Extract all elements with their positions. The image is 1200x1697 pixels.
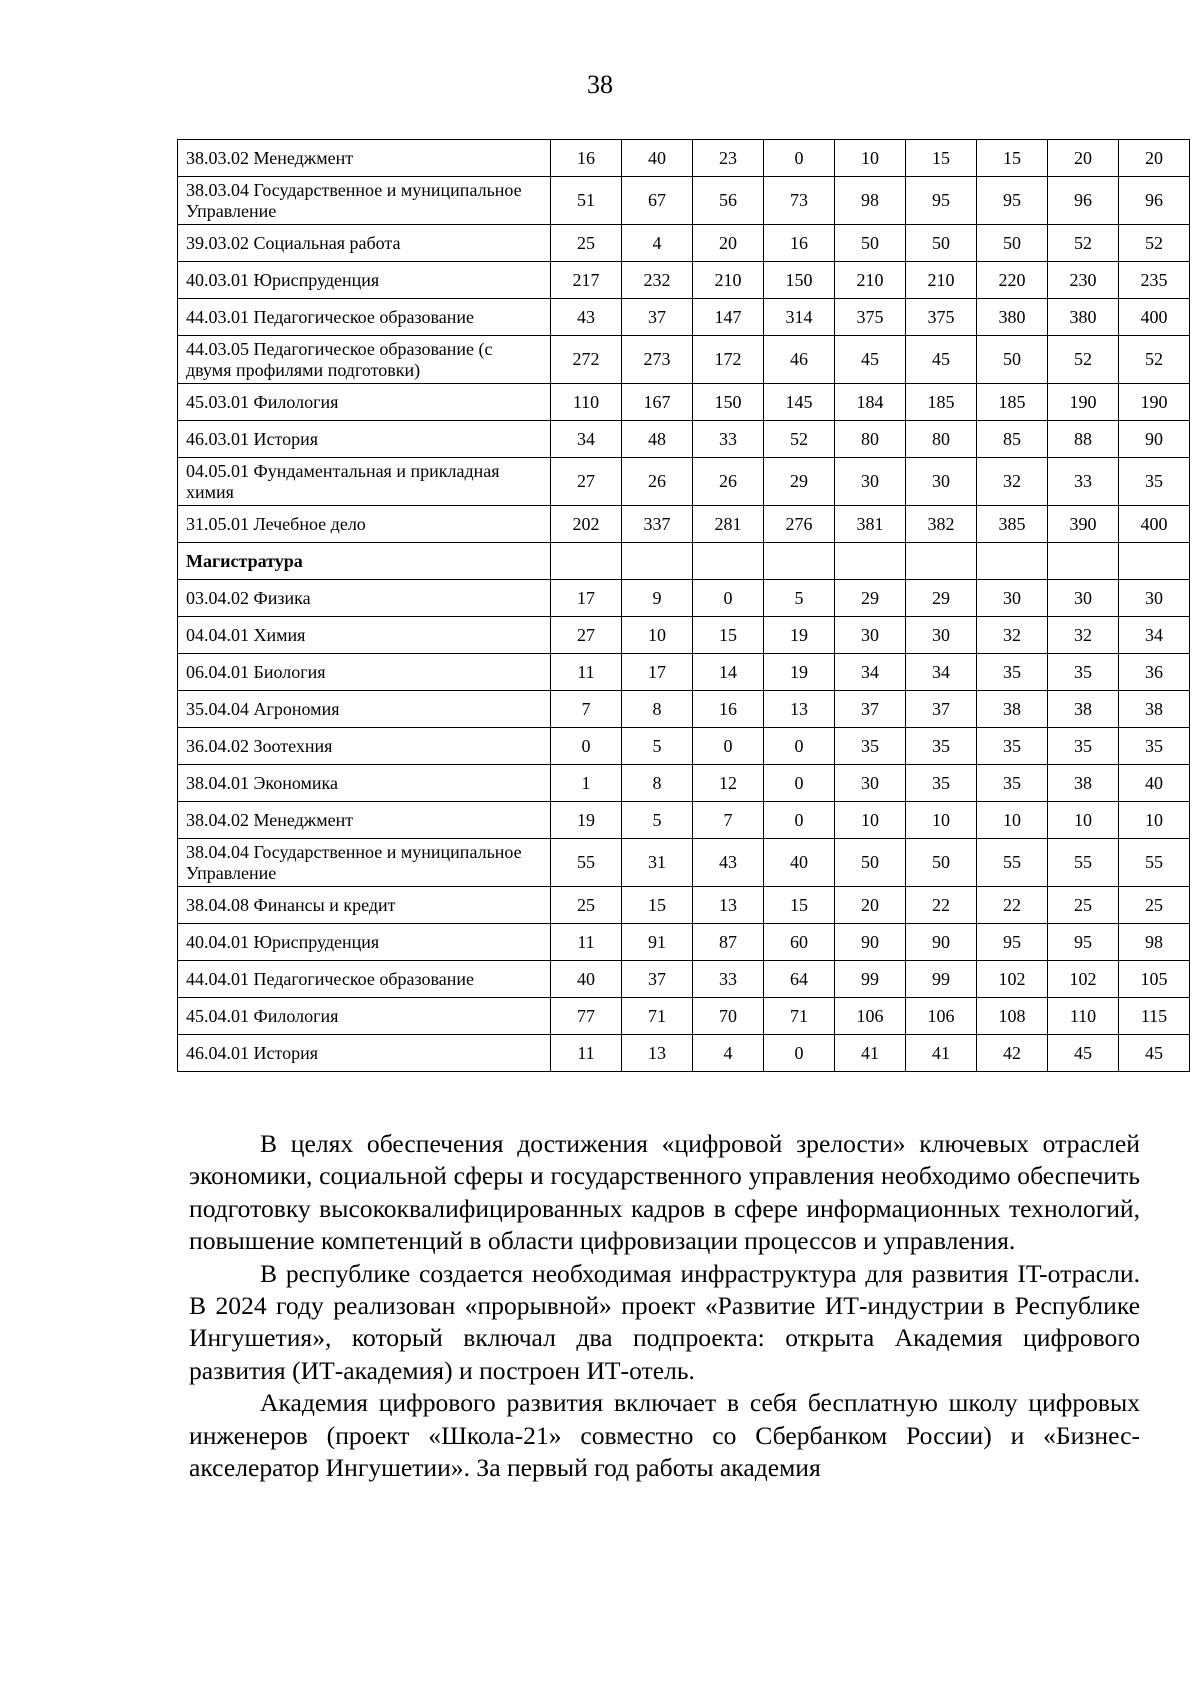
value-cell: 20 [1048,140,1119,177]
value-cell: 88 [1048,421,1119,458]
value-cell: 17 [622,654,693,691]
value-cell: 32 [1048,617,1119,654]
value-cell: 40 [764,839,835,887]
value-cell: 98 [835,177,906,225]
program-name: 31.05.01 Лечебное дело [178,506,551,543]
value-cell: 11 [551,654,622,691]
value-cell: 80 [835,421,906,458]
value-cell: 0 [693,728,764,765]
value-cell: 11 [551,1035,622,1072]
value-cell: 7 [551,691,622,728]
value-cell: 210 [835,262,906,299]
value-cell: 25 [1119,887,1190,924]
value-cell: 106 [835,998,906,1035]
value-cell: 40 [622,140,693,177]
value-cell: 30 [977,580,1048,617]
value-cell [622,543,693,580]
value-cell: 38 [1048,691,1119,728]
value-cell: 50 [835,839,906,887]
value-cell: 48 [622,421,693,458]
value-cell: 33 [693,961,764,998]
table-row [178,765,1190,802]
value-cell: 102 [1048,961,1119,998]
value-cell: 55 [1119,839,1190,887]
value-cell: 380 [977,299,1048,336]
value-cell: 0 [764,1035,835,1072]
program-name: 38.04.04 Государственное и муниципальное Управление [178,839,551,887]
value-cell: 172 [693,336,764,384]
program-name: 39.03.02 Социальная работа [178,225,551,262]
program-name: 40.04.01 Юриспруденция [178,924,551,961]
value-cell: 115 [1119,998,1190,1035]
value-cell: 380 [1048,299,1119,336]
value-cell: 276 [764,506,835,543]
value-cell: 235 [1119,262,1190,299]
value-cell: 67 [622,177,693,225]
program-name: 46.03.01 История [178,421,551,458]
table-row [178,458,1190,506]
value-cell: 71 [622,998,693,1035]
table-row [178,262,1190,299]
value-cell: 30 [906,458,977,506]
value-cell: 314 [764,299,835,336]
value-cell: 15 [977,140,1048,177]
value-cell: 145 [764,384,835,421]
value-cell: 99 [906,961,977,998]
value-cell: 19 [764,654,835,691]
table-row [178,961,1190,998]
table-row [178,1035,1190,1072]
value-cell: 10 [835,802,906,839]
value-cell: 390 [1048,506,1119,543]
value-cell: 15 [764,887,835,924]
value-cell: 34 [551,421,622,458]
value-cell: 0 [693,580,764,617]
value-cell: 37 [906,691,977,728]
value-cell: 45 [1048,1035,1119,1072]
value-cell: 8 [622,765,693,802]
value-cell [1048,543,1119,580]
table-row [178,728,1190,765]
paragraph: Академия цифрового развития включает в себя бесплатную школу цифровых инженеров (проект «Школа-21» совместно со Сбербанком России) и «Бизнес-акселератор Ингушетии». За первый год работы академия [189,1388,1140,1483]
table-row [178,177,1190,225]
value-cell: 10 [906,802,977,839]
value-cell: 10 [835,140,906,177]
value-cell: 26 [622,458,693,506]
value-cell: 10 [1048,802,1119,839]
program-name: 35.04.04 Агрономия [178,691,551,728]
table-row [178,924,1190,961]
value-cell: 41 [906,1035,977,1072]
program-name: 46.04.01 История [178,1035,551,1072]
value-cell: 95 [906,177,977,225]
value-cell: 0 [764,802,835,839]
value-cell: 91 [622,924,693,961]
value-cell: 50 [977,336,1048,384]
value-cell: 19 [764,617,835,654]
value-cell: 35 [977,728,1048,765]
program-name: 40.03.01 Юриспруденция [178,262,551,299]
program-name: 36.04.02 Зоотехния [178,728,551,765]
value-cell: 0 [764,728,835,765]
value-cell: 337 [622,506,693,543]
value-cell: 7 [693,802,764,839]
value-cell: 37 [835,691,906,728]
value-cell: 210 [693,262,764,299]
value-cell: 31 [622,839,693,887]
value-cell: 50 [906,839,977,887]
value-cell: 55 [977,839,1048,887]
value-cell: 147 [693,299,764,336]
value-cell: 37 [622,961,693,998]
value-cell: 32 [977,617,1048,654]
value-cell: 35 [906,728,977,765]
value-cell: 0 [551,728,622,765]
value-cell: 46 [764,336,835,384]
value-cell [764,543,835,580]
table-row [178,299,1190,336]
table-row [178,580,1190,617]
value-cell [551,543,622,580]
value-cell: 10 [977,802,1048,839]
value-cell: 90 [835,924,906,961]
value-cell: 382 [906,506,977,543]
value-cell: 110 [551,384,622,421]
value-cell: 190 [1119,384,1190,421]
value-cell: 52 [1048,336,1119,384]
value-cell: 52 [1119,336,1190,384]
value-cell: 38 [1119,691,1190,728]
table-row [178,506,1190,543]
value-cell: 5 [622,802,693,839]
value-cell: 33 [1048,458,1119,506]
value-cell: 30 [835,458,906,506]
value-cell: 42 [977,1035,1048,1072]
value-cell: 184 [835,384,906,421]
value-cell: 25 [551,887,622,924]
value-cell: 34 [906,654,977,691]
value-cell: 273 [622,336,693,384]
section-header-row [178,543,1190,580]
value-cell: 71 [764,998,835,1035]
table-row [178,839,1190,887]
value-cell: 43 [693,839,764,887]
value-cell: 43 [551,299,622,336]
value-cell: 35 [835,728,906,765]
table-row [178,802,1190,839]
table-row [178,998,1190,1035]
value-cell [693,543,764,580]
value-cell: 185 [906,384,977,421]
value-cell: 375 [906,299,977,336]
value-cell: 64 [764,961,835,998]
value-cell: 30 [835,765,906,802]
value-cell: 95 [977,177,1048,225]
value-cell: 9 [622,580,693,617]
value-cell: 85 [977,421,1048,458]
paragraph: В целях обеспечения достижения «цифровой зрелости» ключевых отраслей экономики, социальной сферы и государственного управления необходимо обеспечить подготовку высококвалифицированных кадров в сфере информационных технологий, повышение компетенций в области цифровизации процессов и управления. [189,1129,1140,1256]
value-cell: 90 [906,924,977,961]
value-cell: 34 [1119,617,1190,654]
value-cell: 50 [906,225,977,262]
table-row [178,336,1190,384]
value-cell: 30 [1048,580,1119,617]
value-cell: 8 [622,691,693,728]
value-cell: 52 [1048,225,1119,262]
value-cell: 32 [977,458,1048,506]
value-cell: 22 [977,887,1048,924]
value-cell: 220 [977,262,1048,299]
value-cell: 12 [693,765,764,802]
value-cell: 4 [693,1035,764,1072]
value-cell: 110 [1048,998,1119,1035]
value-cell: 16 [764,225,835,262]
value-cell: 385 [977,506,1048,543]
value-cell: 202 [551,506,622,543]
value-cell: 10 [622,617,693,654]
value-cell: 102 [977,961,1048,998]
value-cell: 13 [622,1035,693,1072]
value-cell: 20 [835,887,906,924]
value-cell: 381 [835,506,906,543]
value-cell: 13 [764,691,835,728]
value-cell: 4 [622,225,693,262]
program-name: 44.03.01 Педагогическое образование [178,299,551,336]
value-cell: 35 [1048,654,1119,691]
value-cell: 1 [551,765,622,802]
value-cell: 10 [1119,802,1190,839]
value-cell: 281 [693,506,764,543]
value-cell: 45 [835,336,906,384]
value-cell: 51 [551,177,622,225]
program-name: 04.05.01 Фундаментальная и прикладная химия [178,458,551,506]
value-cell: 27 [551,617,622,654]
value-cell: 37 [622,299,693,336]
table-row [178,140,1190,177]
program-name: 45.03.01 Филология [178,384,551,421]
value-cell: 35 [906,765,977,802]
value-cell: 25 [1048,887,1119,924]
value-cell: 50 [835,225,906,262]
value-cell: 30 [1119,580,1190,617]
value-cell: 106 [906,998,977,1035]
program-name: 38.04.01 Экономика [178,765,551,802]
value-cell: 0 [764,140,835,177]
table-row [178,654,1190,691]
program-name: 45.04.01 Филология [178,998,551,1035]
value-cell: 25 [551,225,622,262]
value-cell [835,543,906,580]
table-row [178,887,1190,924]
value-cell: 40 [551,961,622,998]
program-name: 38.04.02 Менеджмент [178,802,551,839]
value-cell: 0 [764,765,835,802]
value-cell: 36 [1119,654,1190,691]
value-cell: 30 [835,617,906,654]
table-row [178,691,1190,728]
value-cell: 90 [1119,421,1190,458]
value-cell: 29 [835,580,906,617]
value-cell: 230 [1048,262,1119,299]
value-cell: 45 [906,336,977,384]
program-name: 44.03.05 Педагогическое образование (с двумя профилями подготовки) [178,336,551,384]
table-row [178,384,1190,421]
value-cell: 29 [764,458,835,506]
table-row [178,225,1190,262]
value-cell: 45 [1119,1035,1190,1072]
page-number: 38 [587,70,613,99]
value-cell: 150 [693,384,764,421]
value-cell: 87 [693,924,764,961]
value-cell: 23 [693,140,764,177]
value-cell: 5 [764,580,835,617]
value-cell: 35 [977,765,1048,802]
value-cell: 70 [693,998,764,1035]
value-cell: 375 [835,299,906,336]
value-cell: 11 [551,924,622,961]
value-cell: 210 [906,262,977,299]
table-row [178,421,1190,458]
value-cell: 38 [977,691,1048,728]
value-cell: 108 [977,998,1048,1035]
value-cell: 50 [977,225,1048,262]
value-cell: 105 [1119,961,1190,998]
value-cell: 14 [693,654,764,691]
value-cell: 60 [764,924,835,961]
value-cell: 15 [622,887,693,924]
value-cell: 55 [551,839,622,887]
value-cell: 5 [622,728,693,765]
paragraph: В республике создается необходимая инфраструктура для развития IT-отрасли. В 2024 году реализован «прорывной» проект «Развитие ИТ-индустрии в Республике Ингушетия», который включал два подпроекта: открыта Академия цифрового развития (ИТ-академия) и построен ИТ-отель. [189,1258,1140,1385]
program-name: 38.03.02 Менеджмент [178,140,551,177]
value-cell: 167 [622,384,693,421]
value-cell: 35 [1119,458,1190,506]
value-cell: 400 [1119,506,1190,543]
value-cell: 96 [1119,177,1190,225]
value-cell: 26 [693,458,764,506]
value-cell: 16 [551,140,622,177]
value-cell: 272 [551,336,622,384]
value-cell: 232 [622,262,693,299]
value-cell: 73 [764,177,835,225]
value-cell: 56 [693,177,764,225]
value-cell: 80 [906,421,977,458]
value-cell: 15 [693,617,764,654]
program-name: 04.04.01 Химия [178,617,551,654]
program-name: 44.04.01 Педагогическое образование [178,961,551,998]
table-row [178,617,1190,654]
section-title: Магистратура [178,543,551,580]
value-cell: 17 [551,580,622,617]
value-cell [1119,543,1190,580]
program-name: 06.04.01 Биология [178,654,551,691]
value-cell: 35 [1048,728,1119,765]
value-cell: 19 [551,802,622,839]
value-cell: 15 [906,140,977,177]
value-cell: 95 [1048,924,1119,961]
value-cell [977,543,1048,580]
value-cell: 52 [1119,225,1190,262]
body-text [189,1128,1140,1484]
value-cell: 40 [1119,765,1190,802]
value-cell: 98 [1119,924,1190,961]
value-cell: 27 [551,458,622,506]
value-cell: 185 [977,384,1048,421]
value-cell: 55 [1048,839,1119,887]
program-name: 38.04.08 Финансы и кредит [178,887,551,924]
value-cell: 30 [906,617,977,654]
value-cell: 96 [1048,177,1119,225]
value-cell: 150 [764,262,835,299]
value-cell: 34 [835,654,906,691]
value-cell: 400 [1119,299,1190,336]
value-cell: 16 [693,691,764,728]
value-cell: 35 [977,654,1048,691]
value-cell: 41 [835,1035,906,1072]
value-cell: 13 [693,887,764,924]
value-cell: 29 [906,580,977,617]
value-cell: 20 [1119,140,1190,177]
value-cell: 99 [835,961,906,998]
value-cell [906,543,977,580]
value-cell: 52 [764,421,835,458]
value-cell: 217 [551,262,622,299]
value-cell: 77 [551,998,622,1035]
value-cell: 33 [693,421,764,458]
program-name: 38.03.04 Государственное и муниципальное Управление [178,177,551,225]
value-cell: 190 [1048,384,1119,421]
program-name: 03.04.02 Физика [178,580,551,617]
value-cell: 95 [977,924,1048,961]
value-cell: 20 [693,225,764,262]
value-cell: 22 [906,887,977,924]
value-cell: 38 [1048,765,1119,802]
admissions-table [177,139,1190,1072]
value-cell: 35 [1119,728,1190,765]
